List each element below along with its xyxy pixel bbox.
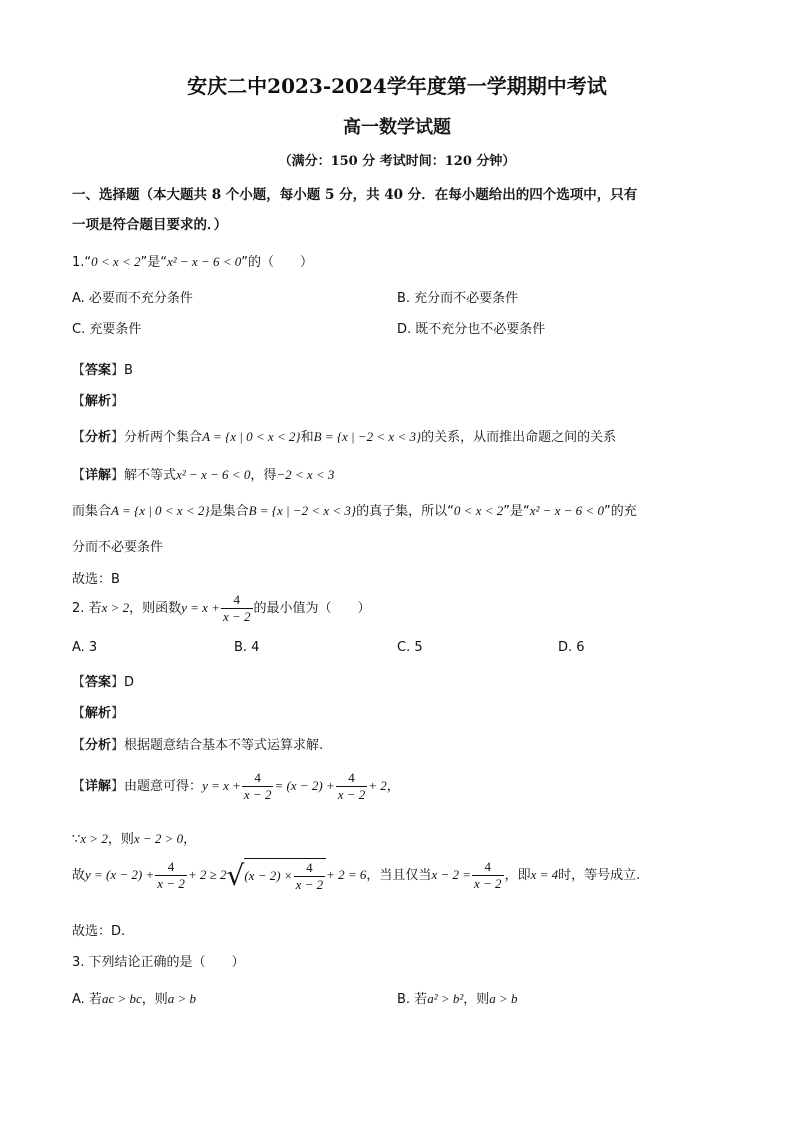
text: 和 (300, 430, 314, 445)
section-heading-line1: 一、选择题（本大题共 8 个小题，每小题 5 分，共 40 分．在每小题给出的四个选项中，只有 (72, 187, 638, 203)
radicand (244, 858, 326, 893)
analysis-label: 解析 (85, 706, 112, 721)
text: ，即 (504, 868, 531, 883)
math-expr: a² > b² (427, 991, 464, 1006)
text: 解不等式 (124, 468, 177, 483)
denominator: x − 2 (474, 876, 502, 891)
fraction (242, 770, 274, 803)
math-expr: + 2 ≥ 2 (187, 867, 227, 882)
analysis-label-row: 【解析】 (72, 394, 125, 409)
exam-title: 安庆二中2023-2024学年度第一学期期中考试 (187, 74, 607, 98)
denominator: x − 2 (222, 609, 251, 624)
text: 的关系，从而推出命题之间的关系 (421, 430, 617, 445)
question-3 (72, 951, 245, 970)
text: ，则 (141, 992, 168, 1007)
math-expr: ac > bc (101, 991, 142, 1006)
fraction (472, 859, 504, 892)
math-expr: B = {x | −2 < x < 3} (248, 503, 357, 518)
text: ”是“ (503, 504, 530, 519)
exam-meta: （满分：150 分 考试时间：120 分钟） (278, 154, 516, 169)
math-expr: −2 < x < 3 (276, 467, 335, 482)
math-expr: x > 2 (80, 831, 108, 846)
section-heading-line2: 一项是符合题目要求的．） (72, 217, 228, 233)
xiangjie-label: 详解 (85, 468, 112, 483)
math-expr: (x − 2) × (244, 868, 293, 883)
choose-line: 故选：B (72, 572, 120, 587)
fraction (221, 592, 253, 625)
math-expr: x > 2 (101, 600, 130, 615)
text: A. 若 (72, 992, 102, 1007)
text: 的最小值为（ ） (253, 601, 371, 616)
xiangjie-row: 【详解】由题意可得：y = x + $\frac{4}{x - 2}$ = (x − 2) + $\frac{4}{x - 2}$ + 2， (72, 770, 400, 802)
math-expr: x² − x − 6 < 0 (529, 503, 604, 518)
answer-label: 答案 (85, 363, 112, 378)
math-expr: 0 < x < 2 (453, 503, 504, 518)
option-a: A. 必要而不充分条件 (72, 291, 193, 306)
math-expr: x − 2 > 0 (133, 831, 184, 846)
math-expr: B = {x | −2 < x < 3} (313, 429, 422, 444)
text: ”的充 (603, 504, 637, 519)
math-expr: y = x + (202, 778, 241, 793)
math-expr: A = {x | 0 < x < 2} (202, 429, 301, 444)
question-number: 2. (72, 601, 85, 616)
fraction (294, 860, 326, 893)
denominator: x − 2 (295, 877, 324, 892)
text: 时，等号成立. (558, 868, 641, 883)
text: ，则 (463, 992, 490, 1007)
option-a: A. 3 (72, 640, 98, 655)
numerator: 4 (167, 859, 175, 874)
analysis-label: 解析 (85, 394, 112, 409)
answer-row: 【答案】B (72, 363, 133, 378)
question-1 (72, 251, 313, 270)
option-c: C. 充要条件 (72, 322, 142, 337)
radical-sign: √ (226, 859, 245, 892)
option-b (397, 988, 518, 1007)
math-expr: x − 2 = (431, 867, 472, 882)
math-expr: + 2 = 6 (326, 867, 367, 882)
text: 是集合 (209, 504, 249, 519)
fraction (155, 859, 187, 892)
answer-row: 【答案】D (72, 675, 135, 690)
text: ，得 (250, 468, 277, 483)
numerator: 4 (233, 592, 240, 607)
numerator: 4 (254, 770, 261, 785)
text: ，则函数 (129, 601, 182, 616)
denominator: x − 2 (243, 787, 272, 802)
math-expr: y = x + (181, 600, 220, 615)
because-symbol: ∵ (72, 832, 81, 847)
xiangjie-row: 【详解】解不等式x² − x − 6 < 0，得−2 < x < 3 (72, 467, 335, 483)
text: 由题意可得： (124, 779, 203, 794)
question-number: 3. (72, 955, 85, 970)
text: 而集合 (72, 504, 112, 519)
q-text: ”的（ ） (241, 255, 313, 270)
fenxi-label: 分析 (85, 738, 112, 753)
fenxi-row: 【分析】分析两个集合A = {x | 0 < x < 2}和B = {x | −2 < x < 3}的关系，从而推出命题之间的关系 (72, 429, 617, 445)
math-expr: x = 4 (530, 867, 559, 882)
option-b: B. 4 (234, 640, 260, 655)
option-c: C. 5 (397, 640, 423, 655)
option-d: D. 既不充分也不必要条件 (397, 322, 546, 337)
text: 的真子集，所以“ (356, 504, 454, 519)
fraction (336, 770, 368, 803)
text: B. 若 (397, 992, 428, 1007)
solution-line (72, 500, 637, 519)
denominator: x − 2 (157, 876, 185, 891)
denominator: x − 2 (337, 787, 366, 802)
question-2 (72, 592, 371, 625)
math-expr: + 2 (368, 778, 387, 793)
xiangjie-label: 详解 (85, 779, 112, 794)
because-line (72, 828, 196, 847)
fenxi-row: 【分析】根据题意结合基本不等式运算求解. (72, 738, 324, 753)
q-text: “ (84, 255, 92, 270)
fenxi-label: 分析 (85, 430, 112, 445)
question-number: 1. (72, 255, 85, 270)
solution-line: 分而不必要条件 (72, 540, 164, 555)
exam-subtitle: 高一数学试题 (343, 117, 451, 138)
numerator: 4 (484, 859, 492, 874)
math-expr: a > b (167, 991, 197, 1006)
math-expr: x² − x − 6 < 0 (176, 467, 251, 482)
text: 分析两个集合 (124, 430, 203, 445)
math-expr: A = {x | 0 < x < 2} (111, 503, 210, 518)
square-root (227, 858, 327, 893)
option-d: D. 6 (558, 640, 585, 655)
text: 根据题意结合基本不等式运算求解. (124, 738, 324, 753)
numerator: 4 (306, 860, 313, 875)
math-expr: x² − x − 6 < 0 (166, 254, 242, 269)
answer-value: D (124, 675, 135, 690)
text: ， (183, 832, 197, 847)
text: 下列结论正确的是（ ） (88, 955, 245, 970)
text: ，则 (107, 832, 134, 847)
text: 故 (72, 868, 86, 883)
q-text: ”是“ (140, 255, 167, 270)
option-b: B. 充分而不必要条件 (397, 291, 519, 306)
math-expr: y = (x − 2) + (85, 867, 155, 882)
conclusion-line (72, 858, 640, 893)
math-expr: 0 < x < 2 (91, 254, 141, 269)
math-expr: a > b (489, 991, 518, 1006)
numerator: 4 (348, 770, 355, 785)
analysis-label-row: 【解析】 (72, 706, 125, 721)
math-expr: = (x − 2) + (274, 778, 335, 793)
text: ，当且仅当 (366, 868, 432, 883)
option-a (72, 988, 196, 1007)
answer-value: B (124, 363, 133, 378)
choose-line: 故选：D. (72, 924, 126, 939)
text: 若 (88, 601, 102, 616)
answer-label: 答案 (85, 675, 112, 690)
text: ， (386, 779, 400, 794)
